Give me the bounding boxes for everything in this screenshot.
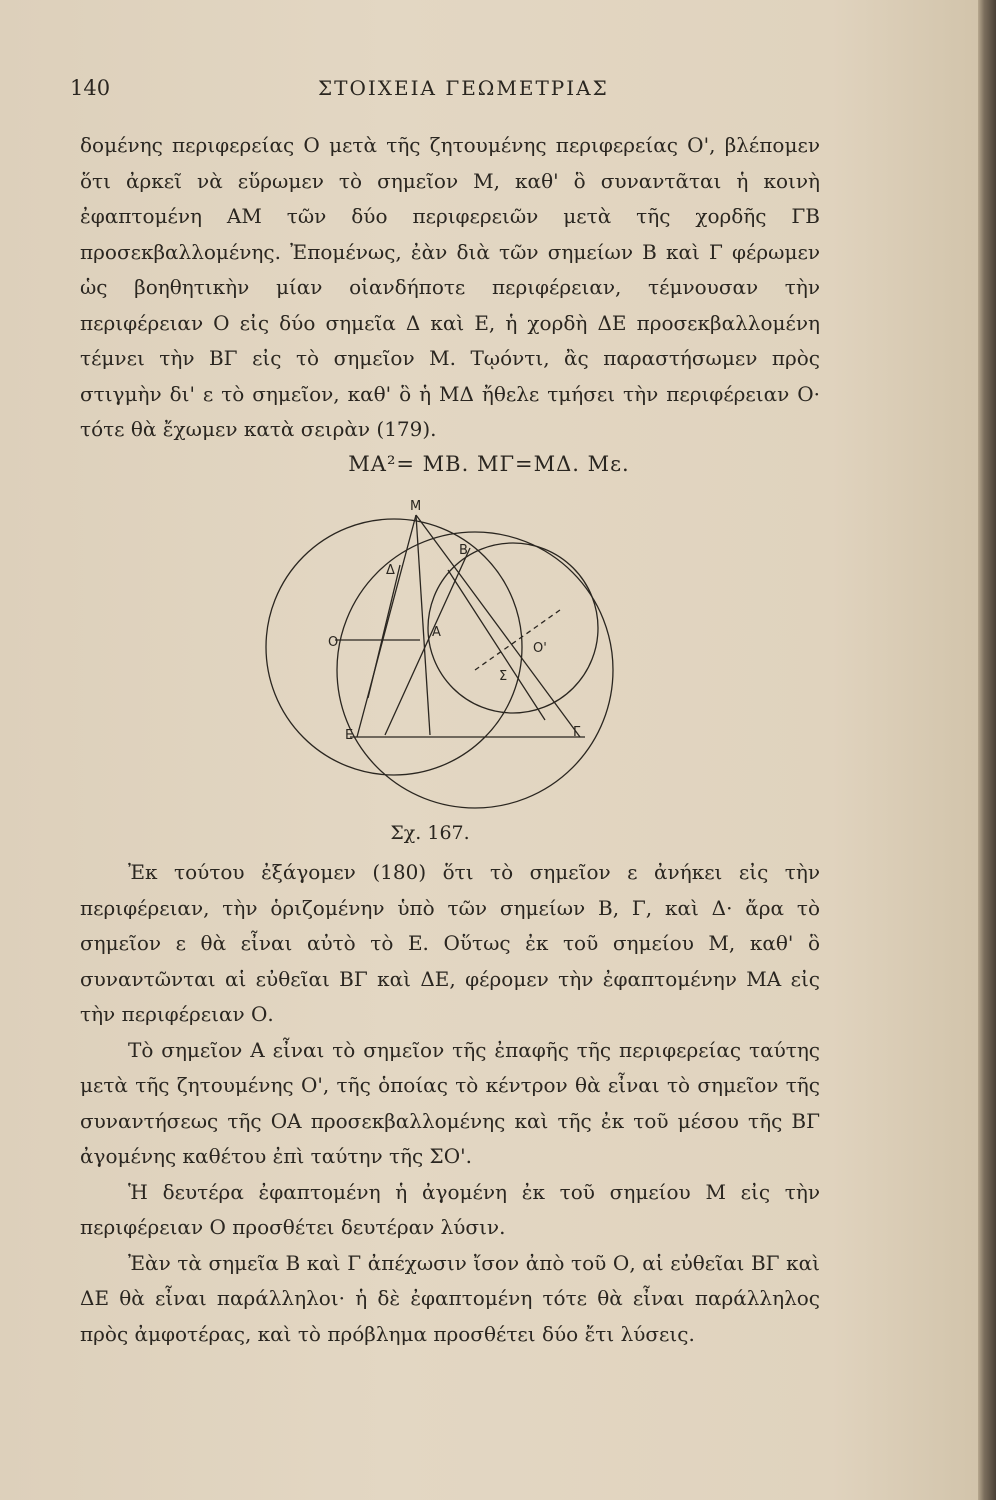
figure-167-svg — [240, 490, 640, 810]
geometry-figure — [240, 490, 640, 810]
chord-d-e — [368, 565, 400, 698]
label-e: E — [345, 728, 354, 743]
label-g: Γ — [573, 725, 581, 740]
body-text — [80, 855, 820, 1352]
chord-auxiliary — [448, 570, 545, 720]
running-title: ΣΤΟΙΧΕΙΑ ΓΕΩΜΕΤΡΙΑΣ — [318, 76, 609, 100]
book-spine-shadow — [978, 0, 996, 1500]
label-d: Δ — [386, 563, 395, 578]
circle-auxiliary — [428, 543, 598, 713]
label-a: A — [432, 625, 441, 640]
label-s: Σ — [499, 669, 508, 684]
label-o: O — [328, 635, 339, 650]
paragraph-2: Ἐκ τούτου ἐξάγομεν (180) ὅτι τὸ σημεῖον ε ἀνήκει εἰς τὴν περιφέρειαν, τὴν ὁριζομένην ὑπὸ τῶν σημείων Β, Γ, καὶ Δ· ἄρα τὸ σημεῖον ε θὰ εἶναι αὐτὸ τὸ Ε. Οὕτως ἐκ τοῦ σημείου Μ, καθ' ὃ συναντῶνται αἱ εὐθεῖαι ΒΓ καὶ ΔΕ, φέρομεν τὴν ἐφαπτομένην ΜΑ εἰς τὴν περιφέρειαν Ο. — [80, 860, 820, 1026]
label-b: B — [459, 543, 468, 558]
dashed-line-s-o — [475, 610, 560, 670]
figure-caption: Σχ. 167. — [390, 822, 470, 844]
paragraph-4: Ἡ δευτέρα ἐφαπτομένη ἡ ἀγομένη ἐκ τοῦ σημείου Μ εἰς τὴν περιφέρειαν Ο προσθέτει δευτέραν λύσιν. — [80, 1179, 820, 1239]
paragraph-3: Τὸ σημεῖον Α εἶναι τὸ σημεῖον τῆς ἐπαφῆς τῆς περιφερείας ταύτης μετὰ τῆς ζητουμένης Ο', τῆς ὁποίας τὸ κέντρον θὰ εἶναι τὸ σημεῖον τῆς συναντήσεως τῆς ΟΑ προσεκβαλλομένης καὶ τῆς ἐκ τοῦ μέσου τῆς ΒΓ ἀγομένης καθέτου ἐπὶ ταύτην τῆς ΣΟ'. — [80, 1037, 820, 1168]
label-o-prime: O' — [533, 641, 547, 656]
label-m: M — [410, 499, 422, 514]
page-number: 140 — [70, 76, 111, 100]
paragraph-1: δομένης περιφερείας Ο μετὰ τῆς ζητουμένης περιφερείας Ο', βλέπομεν ὅτι ἀρκεῖ νὰ εὕρωμεν τὸ σημεῖον Μ, καθ' ὃ συναντᾶται ἡ κοινὴ ἐφαπτομένη ΑΜ τῶν δύο περιφερειῶν μετὰ τῆς χορδῆς ΓΒ προσεκβαλλομένης. Ἐπομένως, ἐὰν διὰ τῶν σημείων Β καὶ Γ φέρωμεν ὡς βοηθητικὴν μίαν οἱανδήποτε περιφέρειαν, τέμνουσαν τὴν περιφέρειαν Ο εἰς δύο σημεῖα Δ καὶ Ε, ἡ χορδὴ ΔΕ προσεκβαλλομένη τέμνει τὴν ΒΓ εἰς τὸ σημεῖον Μ. Τῳόντι, ἂς παραστήσωμεν πρὸς στιγμὴν δι' ε τὸ σημεῖον, καθ' ὃ ἡ ΜΔ ἤθελε τμήσει τὴν περιφέρειαν Ο· τότε θὰ ἔχωμεν κατὰ σειρὰν (179). — [80, 133, 820, 441]
formula: ΜΑ²= ΜΒ. ΜΓ=ΜΔ. Με. — [348, 452, 630, 476]
page-header — [0, 76, 978, 106]
line-m-e — [357, 515, 416, 737]
paragraph-5: Ἐὰν τὰ σημεῖα Β καὶ Γ ἀπέχωσιν ἴσον ἀπὸ τοῦ Ο, αἱ εὐθεῖαι ΒΓ καὶ ΔΕ θὰ εἶναι παράλληλοι· ἡ δὲ ἐφαπτομένη τότε θὰ εἶναι παράλληλος πρὸς ἀμφοτέρας, καὶ τὸ πρόβλημα προσθέτει δύο ἔτι λύσεις. — [80, 1250, 820, 1346]
